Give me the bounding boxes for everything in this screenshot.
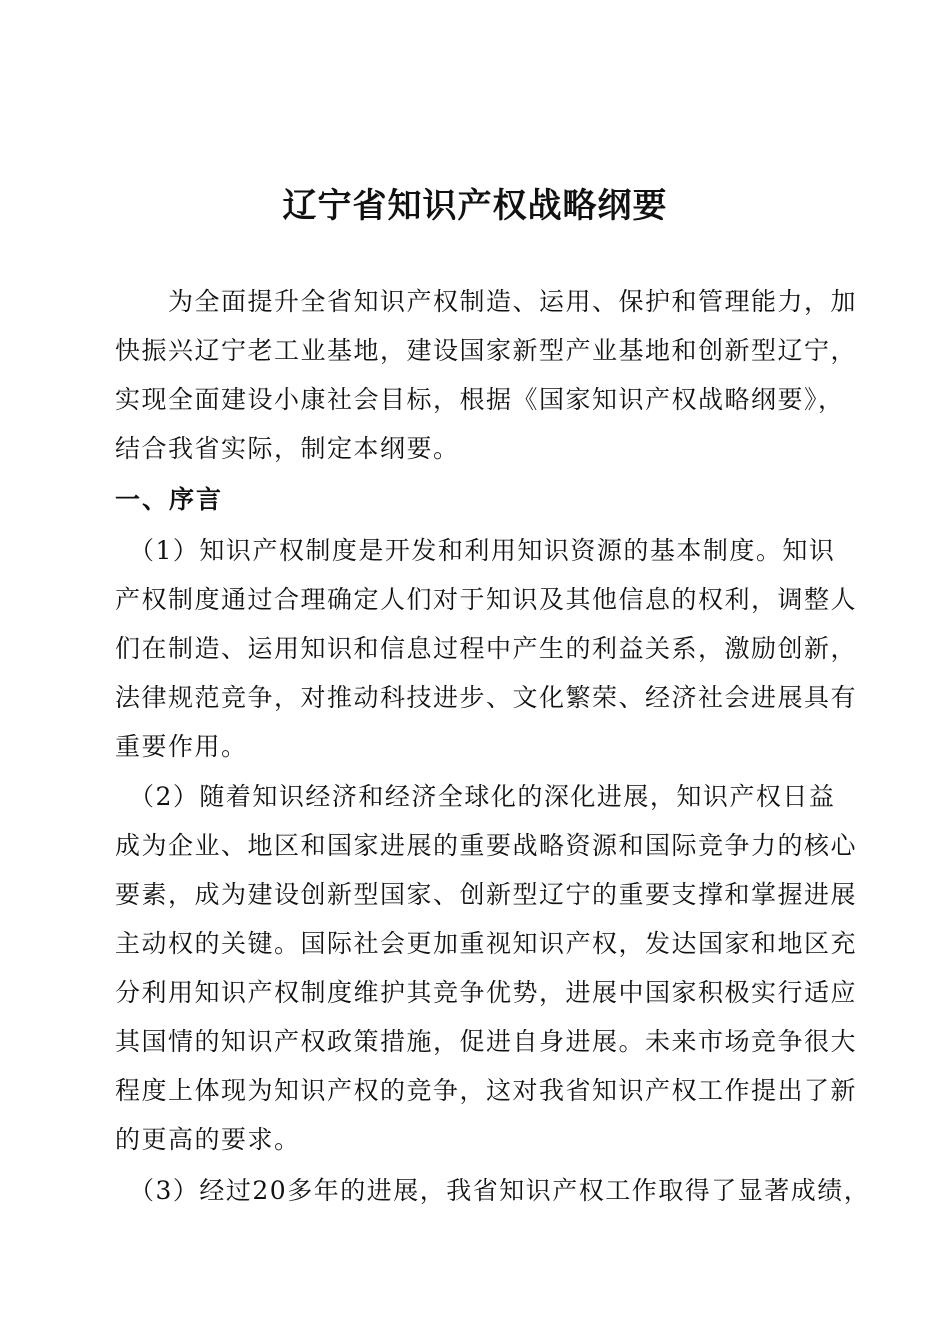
section-heading: 一、序言 (115, 485, 224, 514)
text-line: （2）随着知识经济和经济全球化的深化进展，知识产权日益 (115, 782, 836, 811)
paragraph-3 (115, 1166, 871, 1215)
text-line: 的更高的要求。 (115, 1125, 301, 1154)
text-line: （3）经过20多年的进展，我省知识产权工作取得了显著成绩， (115, 1176, 871, 1205)
paragraph-1 (115, 526, 858, 771)
text-line: （1）知识产权制度是开发和利用知识资源的基本制度。知识 (115, 536, 836, 565)
paragraph-2 (115, 772, 858, 1164)
text-line: 们在制造、运用知识和信息过程中产生的利益关系，激励创新， (115, 634, 858, 663)
text-line: 其国情的知识产权政策措施，促进自身进展。未来市场竞争很大 (115, 1027, 858, 1056)
intro-paragraph (115, 277, 858, 473)
text-line: 重要作用。 (115, 732, 248, 761)
text-line: 实现全面建设小康社会目标，根据《国家知识产权战略纲要》， (115, 385, 845, 414)
text-line: 主动权的关键。国际社会更加重视知识产权，发达国家和地区充 (115, 929, 858, 958)
text-line: 法律规范竞争，对推动科技进步、文化繁荣、经济社会进展具有 (115, 683, 858, 712)
text-line: 程度上体现为知识产权的竞争，这对我省知识产权工作提出了新 (115, 1076, 858, 1105)
text-line: 为全面提升全省知识产权制造、运用、保护和管理能力，加 (115, 287, 858, 316)
text-line: 分利用知识产权制度维护其竞争优势，进展中国家积极实行适应 (115, 978, 858, 1007)
document-title: 辽宁省知识产权战略纲要 (282, 186, 668, 226)
text-line: 快振兴辽宁老工业基地，建设国家新型产业基地和创新型辽宁， (115, 336, 858, 365)
text-line: 成为企业、地区和国家进展的重要战略资源和国际竞争力的核心 (115, 831, 858, 860)
text-line: 要素，成为建设创新型国家、创新型辽宁的重要支撑和掌握进展 (115, 880, 858, 909)
text-line: 结合我省实际，制定本纲要。 (115, 434, 460, 463)
text-line: 产权制度通过合理确定人们对于知识及其他信息的权利，调整人 (115, 585, 858, 614)
